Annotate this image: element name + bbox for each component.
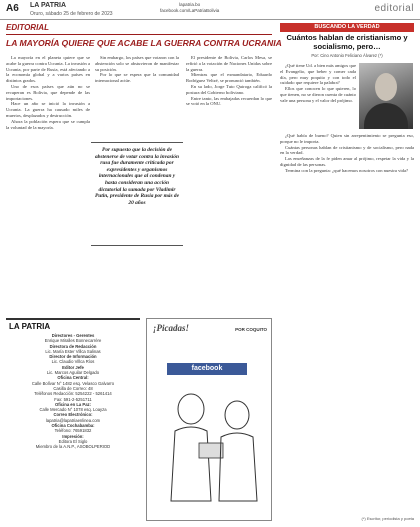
author-photo [359, 63, 413, 129]
masthead-line: Directora de Redacción [49, 343, 97, 349]
masthead-line: Enrique Miralles Bonnecarrère [44, 338, 102, 344]
cartoon-body-left [171, 427, 211, 501]
author-face [375, 73, 397, 101]
masthead-line: Oficina en La Paz: [54, 401, 92, 407]
facebook-banner: facebook [167, 363, 247, 375]
cartoon-drawing [147, 379, 271, 519]
masthead-line: Lic. María Ester Villca Salinas [45, 348, 101, 354]
paragraph: Sin embargo, los países que votaron con la abstención solo se abstuvieron de manifestar su posición. [95, 55, 179, 72]
masthead-line: Calle Bolívar N° 1482 esq. Velasco Galvarro [31, 380, 115, 386]
masthead-title: LA PATRIA [9, 322, 51, 331]
masthead-line: Oficina Central: [57, 375, 89, 381]
masthead-line: Fax: 591-2-5251711 [54, 396, 92, 402]
paragraph: ¿Qué tiene Ud. a bien más amigos que el Evangelio, que beber y comer cada día, pero muy poquito y con todo el cuidado que requiere la palabra? [280, 63, 356, 86]
masthead-line: Calle Mercado N° 1078 esq. Loayza [39, 407, 107, 413]
column-footer-credit: (*) Escritor, periodista y poeta [361, 516, 414, 521]
paragraph: Termina con la pregunta: ¿qué hacemos nosotros con nuestra vida? [285, 167, 409, 173]
paragraph: Las enseñanzas de la fe piden amar al prójimo, respetar la vida y la dignidad de las personas. [280, 156, 414, 167]
cartoon-logo: ¡Picadas! [153, 323, 189, 333]
editorial-column-1 [6, 55, 90, 313]
masthead-line: Impresión: [62, 433, 84, 439]
column-title: Cuántos hablan de cristianismo y socialismo, pero… [286, 33, 408, 51]
column-byline: Por: Cino Antonio Feliciano Álvarez (*) [311, 53, 383, 58]
header-facebook[interactable]: facebook.com/LaPatriaBolivia [160, 8, 220, 13]
column-body [280, 133, 414, 511]
editorial-column-3 [186, 55, 272, 313]
paragraph: Ellos que conocen lo que quieren, lo que tienen, no se dieron cuenta de cuánto vale una persona y el valor del prójimo. [280, 86, 356, 103]
masthead-line: Directores - Gerentes [51, 333, 95, 338]
editorial-divider [6, 34, 272, 35]
masthead-line: Lic. Marcos Aguilar Delgado [46, 370, 100, 376]
masthead-line: Teléfonos Redacción: 5254222 - 5261414 [34, 391, 112, 397]
masthead-line: Editora El Siglo [58, 438, 88, 444]
masthead-line: Correo Electrónico: [53, 412, 93, 418]
cartoon-head-left [178, 394, 204, 424]
paragraph: Por lo que se espera que la comunidad internacional actúe. [95, 72, 179, 84]
editorial-column-2 [95, 55, 179, 139]
masthead-lines [6, 333, 140, 450]
masthead-line: Oficina Cochabamba: [51, 423, 95, 429]
newspaper-logo: LA PATRIA [30, 2, 67, 9]
paragraph: El presidente de Bolivia, Carlos Mesa, se refirió a la votación de Naciones Unidas sobre la guerra. [186, 55, 272, 72]
paragraph: Uno de esos países que aún no se recuperan es Bolivia, que depende de las importaciones. [6, 83, 90, 101]
cartoon-body-right [219, 433, 257, 501]
masthead-line: lapatria@lapatriaenlinea.com [45, 417, 101, 423]
masthead-line: Director de Información [49, 354, 97, 360]
page-header [0, 0, 420, 20]
issue-date: Oruro, sábado 25 de febrero de 2023 [30, 11, 113, 17]
page-number: A6 [6, 3, 19, 14]
pull-quote: Por supuesto que la decisión de abstenerse de votar contra la invasión rusa fue duramente criticada por expresidentes y organismos internacionales que al condenan y hasta consideran una acción dictatorial la sumada por Vladimir Putin, presidente de Rusia por más de 20 años [91, 142, 183, 246]
header-web [160, 2, 219, 14]
paragraph: Cuántas personas hablan de cristianismo y de socialismo, pero nada en la verdad. [280, 144, 414, 156]
masthead-line: Lic. Claudio Villca Ríos [51, 359, 95, 365]
paragraph: ¿Qué había de bueno? Quien sin arrepentimiento se pregunta eso, porque no le importa. [280, 133, 414, 144]
paragraph: Hace un año se inició la invasión a Ucrania. La guerra ha causado miles de muertos, desplazados y destrucción. [6, 101, 90, 118]
masthead-line: Editor Jefe [62, 364, 84, 370]
paragraph: Entre tanto, las embajadas recuerdan lo que se votó en la ONU. [186, 95, 272, 107]
cartoon-phone [199, 443, 223, 458]
column-intro [280, 63, 356, 131]
paragraph: En su lado, Jorge Tuto Quiroga calificó la postura del Gobierno boliviano. [186, 83, 272, 95]
column-tag: BUSCANDO LA VERDAD [280, 23, 414, 32]
masthead-box [6, 318, 140, 521]
paragraph: Ahora la población espera que se cumpla la voluntad de la mayoría. [6, 118, 90, 130]
cartoon-box [146, 318, 272, 521]
header-website[interactable]: lapatria.bo [179, 2, 201, 7]
editorial-headline: LA MAYORÍA QUIERE QUE ACABE LA GUERRA CONTRA UCRANIA [6, 38, 282, 48]
masthead-line: Casilla de Correo: 48 [53, 385, 93, 391]
section-name: editorial [374, 3, 414, 14]
paragraph: La mayoría en el planeta quiere que se acabe la guerra contra Ucrania. La invasión a Ucrania, por parte de Rusia, está afectando a la economía global y a varios países en distintos grados. [6, 55, 90, 84]
paragraph: Mientras que el exmandatario, Eduardo Rodríguez Veltzé, se pronunció también. [186, 72, 272, 84]
author-shoulders [364, 103, 408, 129]
editorial-label: EDITORIAL [6, 23, 49, 32]
masthead-line: Teléfono: 76591832 [54, 428, 92, 434]
masthead-line: Miembro de la A.N.P., ASOBOLPERIOD [35, 444, 111, 450]
cartoon-head-right [225, 401, 249, 429]
cartoon-credit: POR COQUITO [235, 327, 267, 332]
